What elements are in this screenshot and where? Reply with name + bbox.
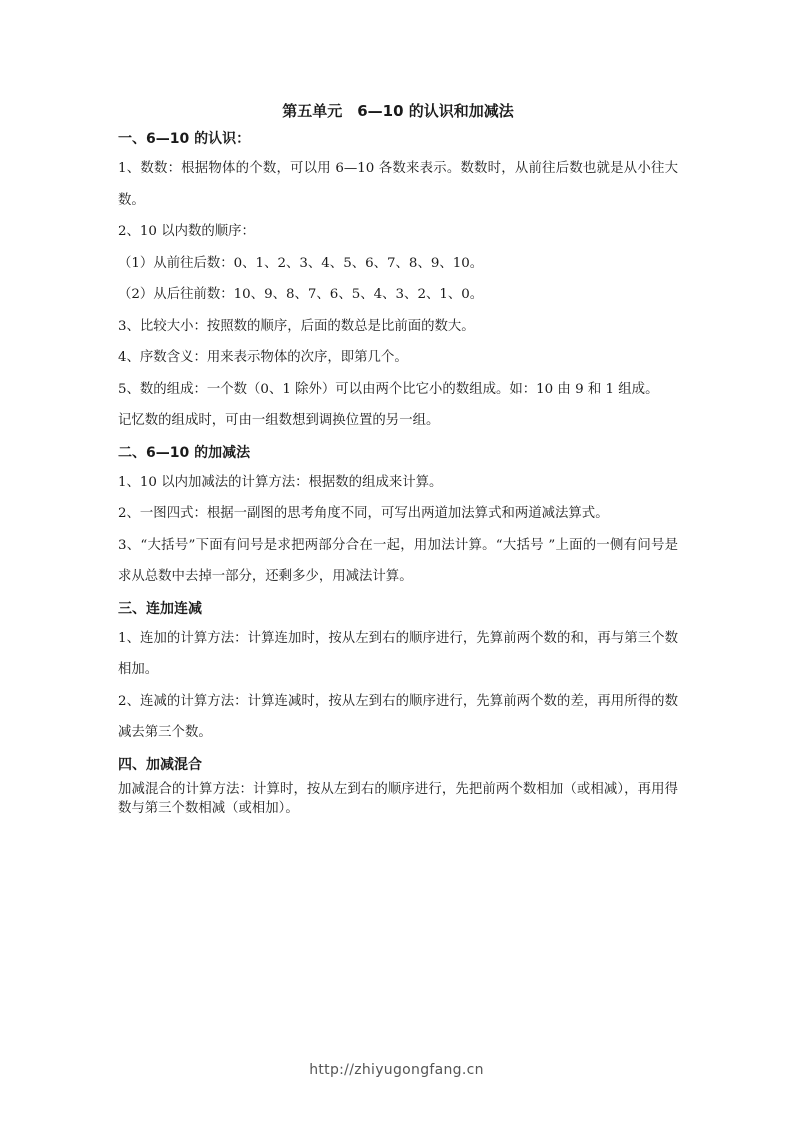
section-heading: 二、6—10 的加减法 xyxy=(118,444,251,461)
paragraph: 3、比较大小：按照数的顺序，后面的数总是比前面的数大。 xyxy=(118,318,475,334)
paragraph: 2、一图四式：根据一副图的思考角度不同，可写出两道加法算式和两道减法算式。 xyxy=(118,506,609,521)
section-heading: 三、连加连减 xyxy=(118,600,202,617)
footer-url[interactable]: http://zhiyugongfang.cn xyxy=(309,1062,484,1078)
paragraph: 3、“大括号”下面有问号是求把两部分合在一起，用加法计算。“大括号 ”上面的一侧有问号是求从总数中去掉一部分，还剩多少，用减法计算。 xyxy=(118,537,678,584)
paragraph: 5、数的组成：一个数（0、1 除外）可以由两个比它小的数组成。如：10 由 9 和 1 组成。 xyxy=(118,381,659,397)
paragraph: 加减混合的计算方法：计算时，按从左到右的顺序进行，先把前两个数相加（或相减），再用得数与第三个数相减（或相加）。 xyxy=(118,781,678,816)
paragraph: 1、10 以内加减法的计算方法：根据数的组成来计算。 xyxy=(118,474,443,490)
section-3 xyxy=(118,598,678,749)
section-heading: 一、6—10 的认识： xyxy=(118,131,251,147)
section-heading: 四、加减混合 xyxy=(118,756,202,773)
page-title: 第五单元 6—10 的认识和加减法 xyxy=(282,102,514,120)
paragraph: 记忆数的组成时，可由一组数想到调换位置的另一组。 xyxy=(118,413,440,428)
paragraph: 4、序数含义：用来表示物体的次序，即第几个。 xyxy=(118,350,408,365)
paragraph: 1、连加的计算方法：计算连加时，按从左到右的顺序进行，先算前两个数的和，再与第三个数相加。 xyxy=(118,630,678,677)
document-body xyxy=(118,100,678,818)
section-2 xyxy=(118,442,678,593)
paragraph: 2、连减的计算方法：计算连减时，按从左到右的顺序进行，先算前两个数的差，再用所得的数减去第三个数。 xyxy=(118,693,678,740)
section-1 xyxy=(118,128,678,437)
section-4 xyxy=(118,754,678,818)
paragraph: （2）从后往前数：10、9、8、7、6、5、4、3、2、1、0。 xyxy=(118,287,484,302)
paragraph: 1、数数：根据物体的个数，可以用 6—10 各数来表示。数数时，从前往后数也就是从小往大数。 xyxy=(118,161,678,208)
paragraph: （1）从前往后数：0、1、2、3、4、5、6、7、8、9、10。 xyxy=(118,255,484,271)
paragraph: 2、10 以内数的顺序： xyxy=(118,224,255,239)
